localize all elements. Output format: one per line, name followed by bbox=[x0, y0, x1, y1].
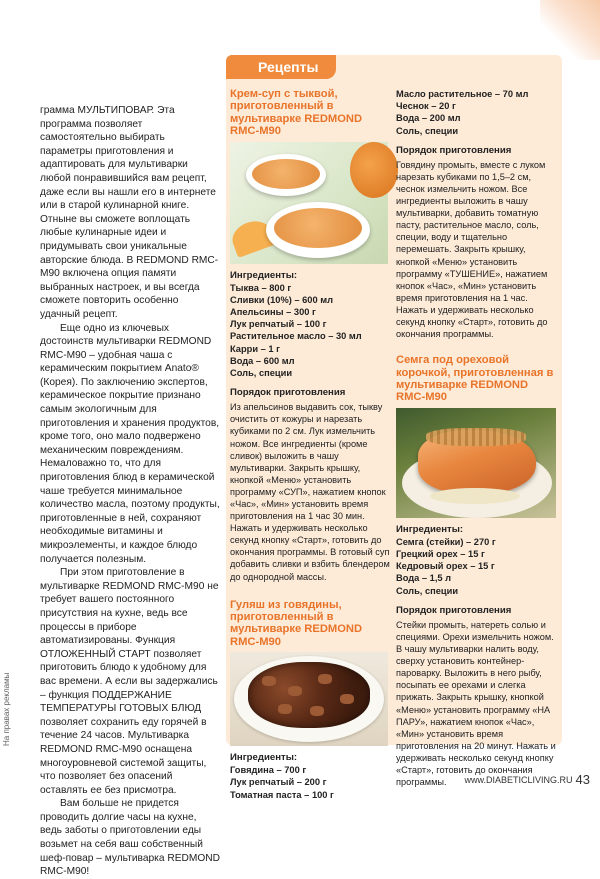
ingredient-item: Сливки (10%) – 600 мл bbox=[230, 294, 334, 305]
page-footer bbox=[465, 772, 591, 787]
preparation-heading: Порядок приготовления bbox=[396, 144, 512, 156]
ingredient-item: Семга (стейки) – 270 г bbox=[396, 536, 496, 547]
article-column bbox=[40, 104, 220, 879]
ingredient-item: Лук репчатый – 100 г bbox=[230, 319, 327, 330]
recipes-header bbox=[226, 55, 336, 79]
preparation-text: Стейки промыть, натереть солью и специями. Орехи измельчить ножом. В чашу мультиварки налить воду, сверху установить контейнер-пароварку. Выложить в него рыбу, посыпать ее орехами и слегка прижать. Закрыть крышку, кнопкой «Меню» установить программу «НА ПАРУ», нажатием кнопок «Час», «Мин» установить время приготовления на 20 минут. Нажать и удерживать несколько секунд кнопку «Старт», готовить до окончания программы. bbox=[396, 619, 556, 788]
article-paragraph: Еще одно из ключевых достоинств мультиварки REDMOND RMC-M90 – удобная чаша с керамическим покрытием Anato® (Корея). По заключению экспертов, керамическое покрытие признано самым экологичным для приготовления и хранения продуктов, кроме того, оно мало подвержено механическим повреждениям. Немаловажно то, что для приготовления блюд в керамической чаше требуется минимальное количество масла, поэтому продукты, приготовленные в ней, сохраняют необходимые витамины и микроэлементы, и каждое блюдо получается полезным. bbox=[40, 322, 220, 565]
ingredient-item: Вода – 600 мл bbox=[230, 355, 295, 366]
ingredients-heading: Ингредиенты: bbox=[230, 752, 298, 764]
article-paragraph: При этом приготовление в мультиварке REDMOND RMC-M90 не требует вашего постоянного присутствия на кухне, ведь все процессы в приборе автоматизированы. Функция ОТЛОЖЕННЫЙ СТАРТ позволяет приготовить блюдо к удобному для вас времени. А если вы задержались – функция ПОДДЕРЖАНИЕ ТЕМПЕРАТУРЫ ГОТОВЫХ БЛЮД позволяет сохранить еду горячей в течение 24 часов. Мультиварка REDMOND RMC-M90 оснащена многоуровневой системой защиты, что позволяет без опасений оставлять ее без присмотра. bbox=[40, 567, 219, 796]
corner-decoration bbox=[540, 0, 600, 60]
salmon-photo bbox=[396, 408, 556, 518]
ingredient-item: Грецкий орех – 15 г bbox=[396, 549, 485, 560]
preparation-heading: Порядок приготовления bbox=[230, 387, 346, 399]
page-number: 43 bbox=[575, 772, 590, 787]
ingredient-item: Соль, специи bbox=[230, 368, 293, 379]
website-url[interactable]: www.DIABETICLIVING.RU bbox=[464, 775, 573, 785]
recipe-column-left bbox=[230, 88, 392, 801]
article-paragraph: Вам больше не придется проводить долгие часы на кухне, ведь заботы о приготовлении еды возьмет на себя ваш собственный шеф-повар – мультиварка REDMOND RMC-M90! bbox=[40, 798, 220, 878]
ingredient-item: Лук репчатый – 200 г bbox=[230, 777, 327, 788]
advertising-note: На правах рекламы bbox=[2, 672, 11, 746]
sauce-image bbox=[430, 488, 520, 504]
recipe-title: Крем-суп с тыквой, приготовленный в мультиварке REDMOND RMC-M90 bbox=[230, 88, 363, 138]
ingredient-item: Соль, специи bbox=[396, 125, 459, 136]
preparation-text: Из апельсинов выдавить сок, тыкву очистить от кожуры и нарезать кубиками по 2 см. Лук измельчить ножом. Все ингредиенты (кроме сливок) выложить в чашу мультиварки. Закрыть крышку, кнопкой «Меню» установить программу «СУП», нажатием кнопок «Час», «Мин» установить время приготовления на 1 час 30 мин. Нажать и удерживать несколько секунд кнопку «Старт», готовить до окончания программы. В готовый суп добавить сливки и взбить блендером до однородной массы. bbox=[230, 402, 390, 582]
ingredient-item: Говядина – 700 г bbox=[230, 765, 307, 776]
nut-crust-image bbox=[426, 428, 526, 446]
recipes-header-label: Рецепты bbox=[258, 59, 319, 75]
soup-bowl-image bbox=[266, 202, 370, 258]
goulash-image bbox=[248, 662, 370, 728]
beef-photo bbox=[230, 652, 388, 746]
recipe-column-right bbox=[396, 88, 556, 788]
ingredient-item: Чеснок – 20 г bbox=[396, 101, 456, 112]
recipe-title: Гуляш из говядины, приготовленный в мультиварке REDMOND RMC-M90 bbox=[230, 598, 363, 648]
ingredient-item: Апельсины – 300 г bbox=[230, 307, 316, 318]
ingredient-item: Вода – 1,5 л bbox=[396, 573, 452, 584]
recipe-beef-continued bbox=[396, 88, 556, 340]
ingredient-item: Вода – 200 мл bbox=[396, 113, 461, 124]
soup-bowl-image bbox=[246, 154, 326, 196]
recipe-title: Семга под ореховой корочкой, приготовленная в мультиварке REDMOND RMC-M90 bbox=[396, 354, 554, 404]
soup-photo bbox=[230, 142, 388, 264]
article-paragraph: грамма МУЛЬТИПОВАР. Эта программа позволяет самостоятельно выбирать параметры приготовления и адаптировать для мультиварки любой понравившийся вам рецепт, даже если вы нашли его в интернете или в старой кулинарной книге. Отныне вы сможете воплощать любые кулинарные идеи и придумывать свои уникальные авторские блюда. В REDMOND RMC-M90 включена опция памяти выбранных настроек, и вы всегда сможете повторить особенно удачный рецепт. bbox=[40, 105, 219, 320]
preparation-text: Говядину промыть, вместе с луком нарезать кубиками по 1,5–2 см, чеснок измельчить ножом. Все ингредиенты выложить в чашу мультиварки, добавить томатную пасту, растительное масло, соль, специи, воду и тщательно перемешать. Закрыть крышку, кнопкой «Меню» установить программу «ТУШЕНИЕ», нажатием кнопок «Час», «Мин» установить время приготовления на 1 час. Нажать и удерживать несколько секунд кнопку «Старт», готовить до окончания программы. bbox=[396, 159, 548, 340]
ingredient-item: Кедровый орех – 15 г bbox=[396, 561, 495, 572]
recipe-beef bbox=[230, 599, 392, 801]
ingredient-item: Томатная паста – 100 г bbox=[230, 789, 334, 800]
recipe-salmon bbox=[396, 354, 556, 788]
preparation-heading: Порядок приготовления bbox=[396, 604, 512, 616]
ingredients-heading: Ингредиенты: bbox=[396, 523, 464, 535]
recipe-soup bbox=[230, 88, 392, 583]
ingredient-item: Растительное масло – 30 мл bbox=[230, 331, 362, 342]
ingredients-heading: Ингредиенты: bbox=[230, 269, 298, 281]
ingredient-item: Масло растительное – 70 мл bbox=[396, 89, 529, 99]
ingredient-item: Соль, специи bbox=[396, 585, 459, 596]
ingredient-item: Карри – 1 г bbox=[230, 343, 280, 354]
pumpkin-image bbox=[350, 142, 398, 198]
ingredient-item: Тыква – 800 г bbox=[230, 282, 292, 293]
